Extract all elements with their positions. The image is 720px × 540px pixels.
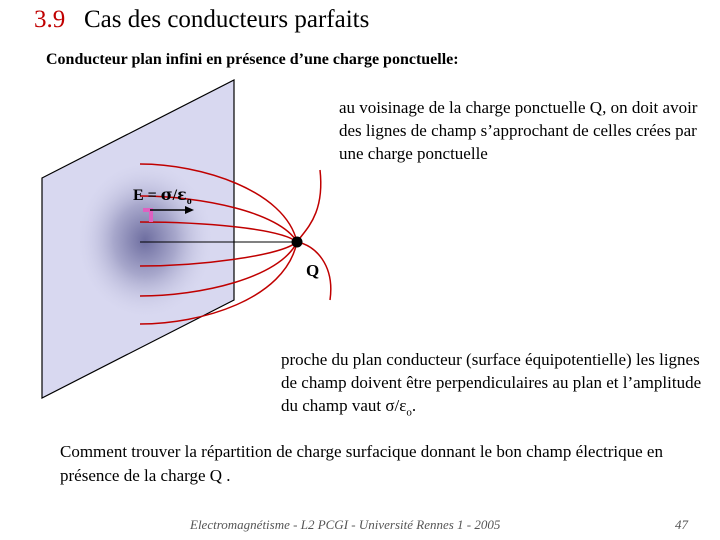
charge-label: Q [306, 261, 320, 280]
sigma-symbol: σ [385, 396, 395, 415]
page-number: 47 [675, 517, 688, 532]
epsilon-subscript: o [406, 406, 412, 419]
bottom-note-text: proche du plan conducteur (surface équipotentielle) les lignes de champ doivent être perpendiculaires au plan et l’amplitude du champ vaut [281, 350, 702, 415]
bottom-note-end: . [411, 396, 417, 415]
field-line [297, 170, 321, 242]
bottom-note [281, 348, 711, 424]
epsilon-symbol: ε [399, 396, 407, 415]
section-number: 3.9 [34, 6, 66, 33]
question-text: Comment trouver la répartition de charge surfacique donnant le bon champ électrique en présence de la charge Q . [60, 442, 663, 485]
field-label: $E = \sigma/\varepsilon_o$ [133, 185, 192, 207]
footer-text: Electromagnétisme - L2 PCGI - Université Rennes 1 - 2005 [190, 517, 501, 532]
top-note: au voisinage de la charge ponctuelle Q, on doit avoir des lignes de champ s’approchant de celles crées par une charge ponctuelle [339, 98, 698, 163]
point-charge [292, 237, 303, 248]
slash-symbol: / [394, 396, 400, 415]
title-text: Cas des conducteurs parfaits [84, 6, 370, 33]
slide-subtitle: Conducteur plan infini en présence d’une charge ponctuelle: [46, 51, 459, 68]
